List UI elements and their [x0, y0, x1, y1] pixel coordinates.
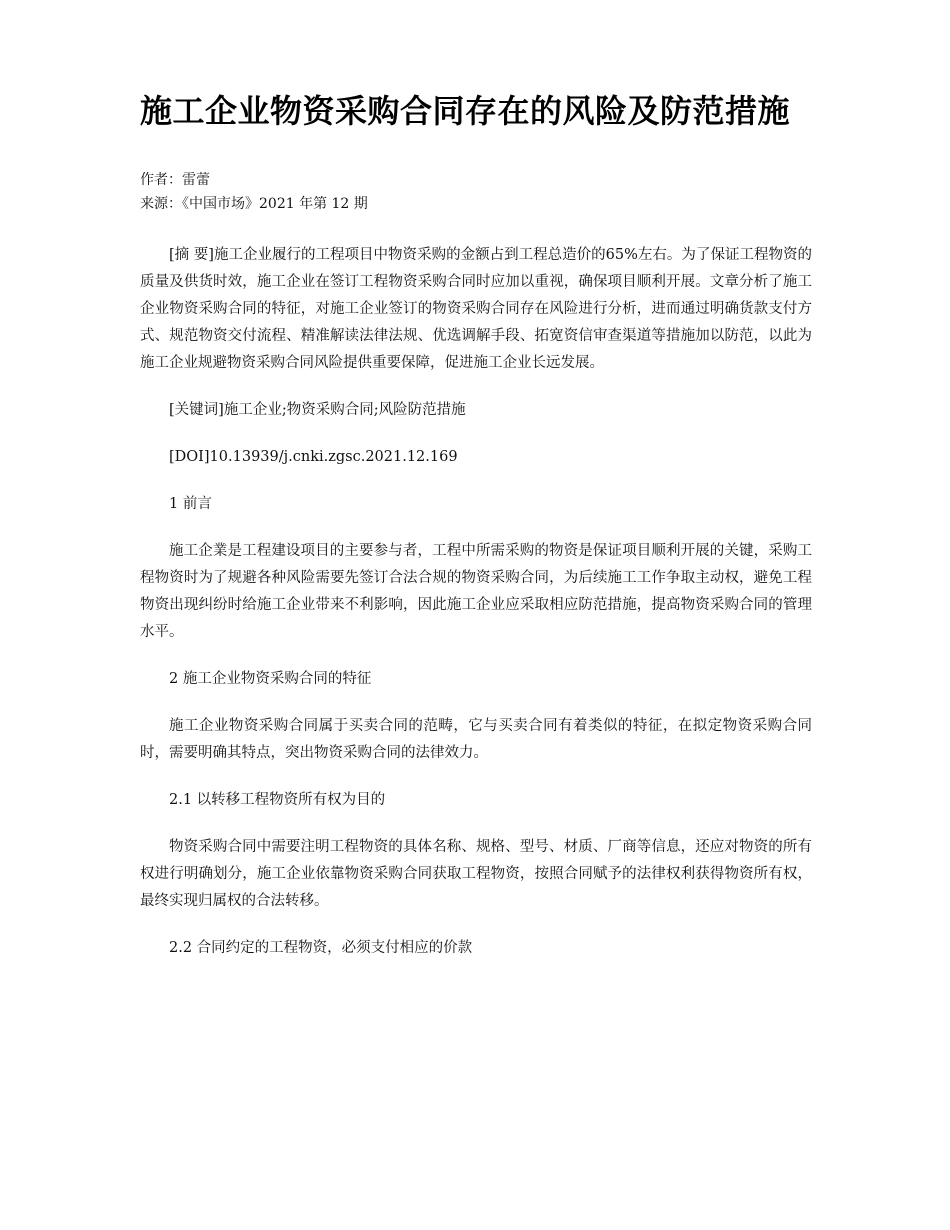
doi-line: [DOI]10.13939/j.cnki.zgsc.2021.12.169: [169, 449, 458, 465]
abstract-paragraph: [摘 要]施工企业履行的工程项目中物资采购的金额占到工程总造价的65%左右。为了保证工程物资的质量及供货时效，施工企业在签订工程物资采购合同时应加以重视，确保项目顺利开展。文章分析了施工企业物资采购合同的特征，对施工企业签订的物资采购合同存在风险进行分析，进而通过明确货款支付方式、规范物资交付流程、精准解读法律法规、优选调解手段、拓宽资信审查渠道等措施加以防范，以此为施工企业规避物资采购合同风险提供重要保障，促进施工企业长远发展。: [140, 247, 812, 371]
keywords-line: [关键词]施工企业;物资采购合同;风险防范措施: [169, 402, 466, 418]
section-1-paragraph: 施工企業是工程建设项目的主要参与者，工程中所需采购的物资是保证项目顺利开展的关键，采购工程物资时为了规避各种风险需要先签订合法合规的物资采购合同，为后续施工工作争取主动权，避免工程物资出现纠纷时给施工企业带来不利影响，因此施工企业应采取相应防范措施，提高物资采购合同的管理水平。: [140, 543, 812, 640]
section-2-2-heading: 2.2 合同约定的工程物资，必须支付相应的价款: [169, 940, 473, 956]
section-2-1-heading: 2.1 以转移工程物资所有权为目的: [169, 792, 386, 808]
section-1-heading: 1 前言: [169, 496, 212, 512]
author-line: 作者：雷蕾: [140, 172, 210, 188]
article-title: 施工企业物资采购合同存在的风险及防范措施: [140, 92, 791, 130]
document-page: [140, 84, 812, 982]
article-body: [140, 242, 812, 962]
article-meta: [140, 168, 812, 216]
section-2-heading: 2 施工企业物资采购合同的特征: [169, 671, 372, 687]
section-2-1-paragraph: 物资采购合同中需要注明工程物资的具体名称、规格、型号、材质、厂商等信息，还应对物资的所有权进行明确划分，施工企业依靠物资采购合同获取工程物资，按照合同赋予的法律权利获得物资所有权，最终实现归属权的合法转移。: [140, 839, 812, 909]
section-2-paragraph: 施工企业物资采购合同属于买卖合同的范畴，它与买卖合同有着类似的特征，在拟定物资采购合同时，需要明确其特点，突出物资采购合同的法律效力。: [140, 718, 812, 761]
source-line: 来源：《中国市场》2021 年第 12 期: [140, 196, 368, 212]
